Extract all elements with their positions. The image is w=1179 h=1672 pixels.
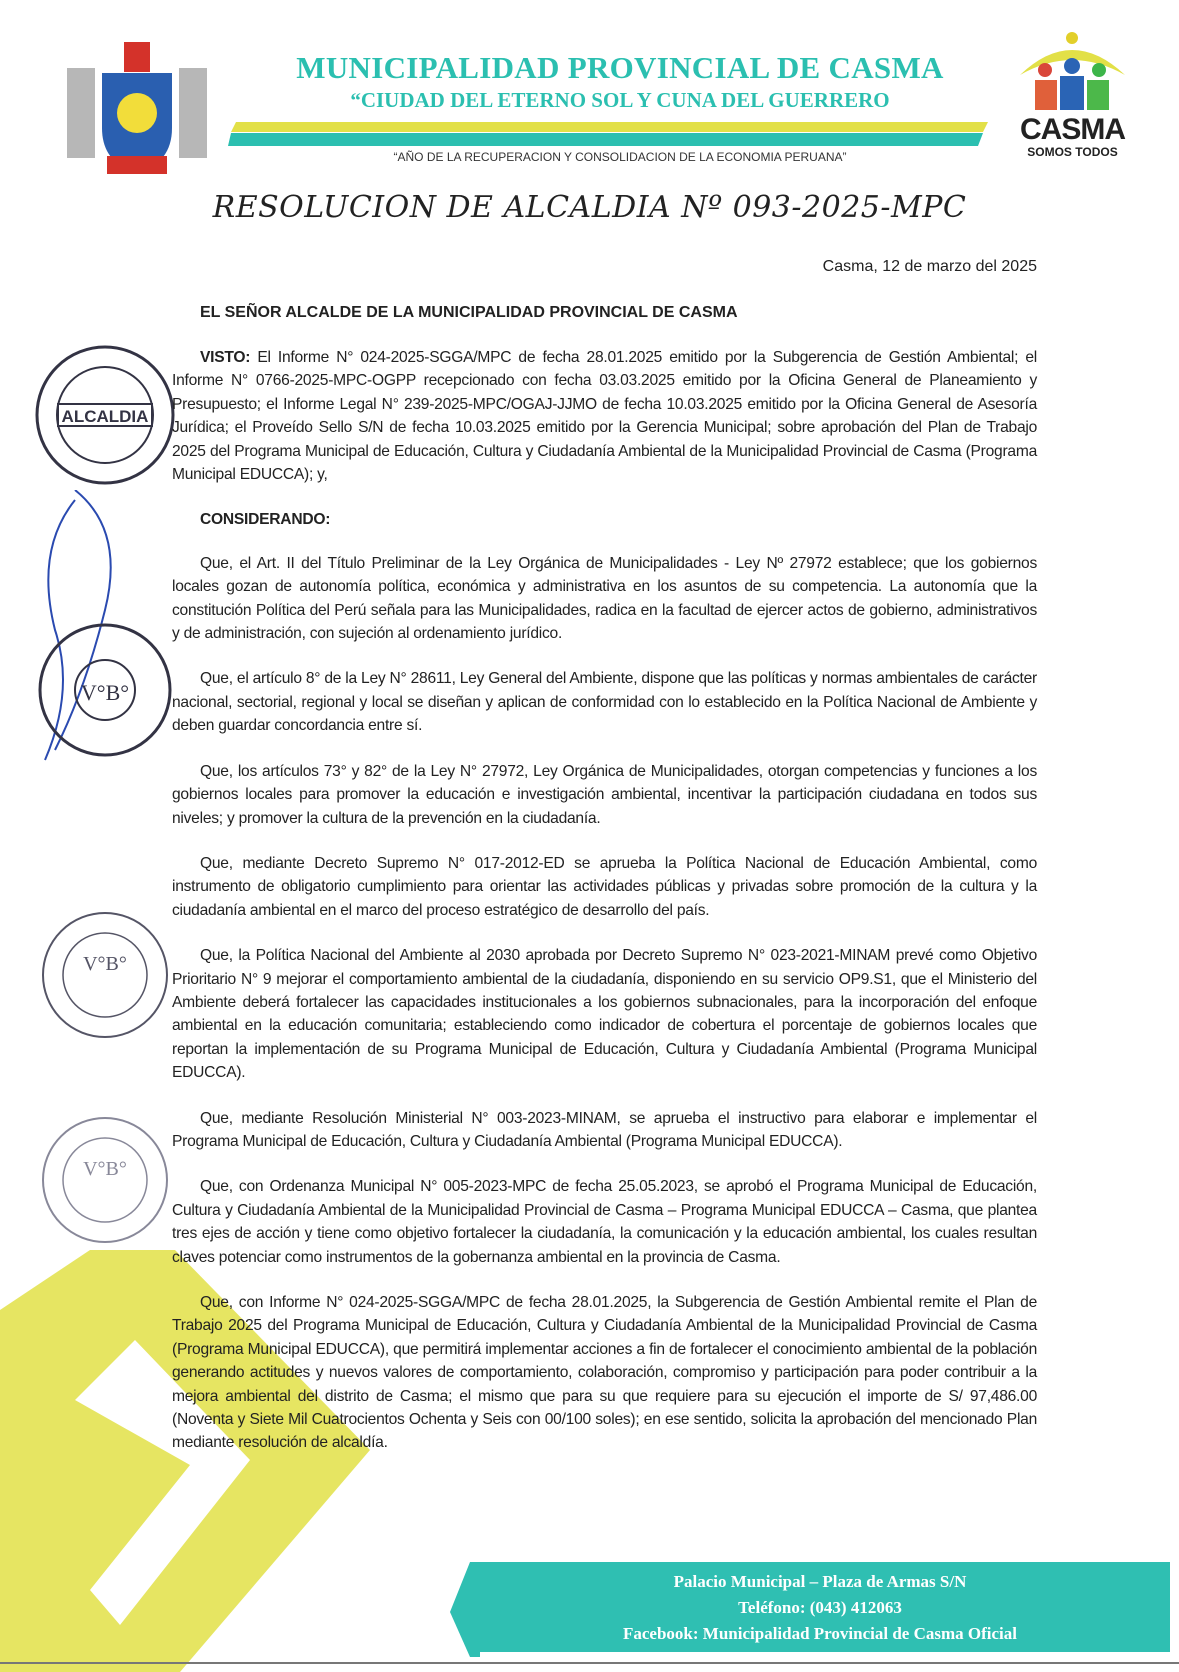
logo-subtext: SOMOS TODOS [1027, 145, 1118, 159]
resolution-title: RESOLUCION DE ALCALDIA Nº 093-2025-MPC [212, 190, 967, 225]
page-edge-line [0, 1662, 1179, 1664]
logo-text: CASMA [1020, 113, 1125, 146]
considerando-paragraph: Que, la Política Nacional del Ambiente al 2030 aprobada por Decreto Supremo N° 023-2021-MINAM prevé como Objetivo Prioritario N° 9 mejorar el comportamiento ambiental de la ciudadanía, disponiendo en su servicio OP9.S1, que el Ministerio del Ambiente deberá fortalecer las capacidades institucionales a los gobiernos subnacionales, para la incorporación del enfoque ambiental en la educación comunitaria; estableciendo como indicador de cobertura el porcentaje de gobiernos locales que reportan la implementación de su Programa Municipal de Educación, Cultura y Ciudadanía Ambiental (Programa Municipal EDUCCA). [172, 947, 1037, 1082]
considerando-label: CONSIDERANDO: [200, 511, 331, 529]
considerando-paragraph: Que, el Art. II del Título Preliminar de la Ley Orgánica de Municipalidades - Ley Nº 27972 establece; que los gobiernos locales gozan de autonomía política, económica y administrativa en los asuntos de su competencia. La autonomía que la constitución Política del Perú señala para las Municipalidades, radica en la facultad de ejercer actos de gobierno, administrativos y de administración, con sujeción al ordenamiento jurídico. [172, 554, 1037, 643]
svg-text:ALCALDIA: ALCALDIA [61, 407, 149, 426]
considerando-paragraph: Que, mediante Resolución Ministerial N° 003-2023-MINAM, se aprueba el instructivo para elaborar e implementar el Programa Municipal de Educación, Cultura y Ciudadanía Ambiental (Programa Municipal EDUCCA). [172, 1109, 1037, 1150]
footer-phone: Teléfono: (043) 412063 [738, 1598, 902, 1617]
svg-text:V°B°: V°B° [83, 1158, 127, 1180]
year-slogan: “AÑO DE LA RECUPERACION Y CONSOLIDACION DE LA ECONOMIA PERUANA” [393, 150, 847, 164]
organization-motto: “CIUDAD DEL ETERNO SOL Y CUNA DEL GUERRERO [350, 88, 890, 112]
visto-paragraph [172, 346, 1037, 486]
document-body [172, 346, 1037, 1477]
authority-heading: EL SEÑOR ALCALDE DE LA MUNICIPALIDAD PROVINCIAL DE CASMA [200, 304, 738, 321]
considerando-paragraph: Que, con Informe N° 024-2025-SGGA/MPC de fecha 28.01.2025, la Subgerencia de Gestión Ambiental remite el Plan de Trabajo 2025 del Programa Municipal de Educación, Cultura y Ciudadanía Ambiental de la Municipalidad Provincial de Casma (Programa Municipal EDUCCA), que permitirá implementar acciones a fin de fortalecer el conocimiento ambiental de la población generando actitudes y nuevos valores de comportamiento, colaboración, compromiso y participación para poder contribuir a la mejora ambiental del distrito de Casma; el mismo que para su que requiere para su ejecución el importe de S/ 97,486.00 (Noventa y Siete Mil Cuatrocientos Ochenta y Seis con 00/100 soles); en ese sentido, solicita la aprobación del mencionado Plan mediante resolución de alcaldía. [172, 1294, 1037, 1452]
alcaldia-stamp [30, 340, 180, 490]
organization-name: MUNICIPALIDAD PROVINCIAL DE CASMA [296, 50, 944, 85]
visto-label: VISTO: [200, 349, 251, 366]
vobo-stamp [30, 900, 180, 1050]
considerando-paragraph: Que, el artículo 8° de la Ley N° 28611, Ley General del Ambiente, dispone que las políticas y normas ambientales de carácter nacional, sectorial, regional y local se diseñan y aplican de conformidad con lo establecido en la Política Nacional de Ambiente y deben guardar concordancia entre sí. [172, 670, 1037, 735]
considerando-paragraph: Que, con Ordenanza Municipal N° 005-2023-MPC de fecha 25.05.2023, se aprobó el Programa Municipal de Educación, Cultura y Ciudadanía Ambiental de la Municipalidad Provincial de Casma – Programa Municipal EDUCCA – Casma, que plantea tres ejes de acción y tiene como objetivo fortalecer la ciudadanía, la comunicación y la educación ambiental, los cuales resultan claves potenciar como instrumentos de la gobernanza ambiental en la provincia de Casma. [172, 1178, 1037, 1266]
considerando-paragraph: Que, mediante Decreto Supremo N° 017-2012-ED se aprueba la Política Nacional de Educación Ambiental, como instrumento de obligatorio cumplimiento para orientar las actividades públicas y privadas sobre promoción de la cultura y la ciudadanía ambiental en el marco del proceso estratégico de desarrollo del país. [172, 854, 1037, 919]
document-date: Casma, 12 de marzo del 2025 [822, 258, 1037, 275]
header-stripe [228, 122, 988, 146]
svg-text:V°B°: V°B° [83, 953, 127, 975]
visto-text: El Informe N° 024-2025-SGGA/MPC de fecha 28.01.2025 emitido por la Subgerencia de Gestión Ambiental; el Informe N° 0766-2025-MPC-OGPP recepcionado con fecha 03.03.2025 emitido por la Oficina General de Planeamiento y Presupuesto; el Informe Legal N° 239-2025-MPC/OGAJ-JJMO de fecha 10.03.2025 emitido por la Oficina General de Asesoría Jurídica; el Proveído Sello S/N de fecha 10.03.2025 emitido por la Gerencia Municipal; sobre aprobación del Plan de Trabajo 2025 del Programa Municipal de Educación, Cultura y Ciudadanía Ambiental de la Municipalidad Provincial de Casma (Programa Municipal EDUCCA); y, [172, 349, 1037, 484]
casma-somos-todos-logo [1015, 30, 1130, 160]
considerando-paragraph: Que, los artículos 73° y 82° de la Ley N° 27972, Ley Orgánica de Municipalidades, otorgan competencias y funciones a los gobiernos locales para promover la educación e investigación ambiental, incentivar la participación ciudadana en todos sus niveles; y promover la cultura de la prevención en la ciudadanía. [172, 762, 1037, 827]
footer-facebook: Facebook: Municipalidad Provincial de Casma Oficial [623, 1624, 1017, 1643]
municipal-crest-logo [62, 38, 212, 178]
footer-address: Palacio Municipal – Plaza de Armas S/N [673, 1572, 967, 1591]
gerencia-municipal-stamp [30, 615, 180, 765]
svg-text:V°B°: V°B° [80, 680, 130, 705]
asesoria-juridica-stamp [30, 1105, 180, 1255]
